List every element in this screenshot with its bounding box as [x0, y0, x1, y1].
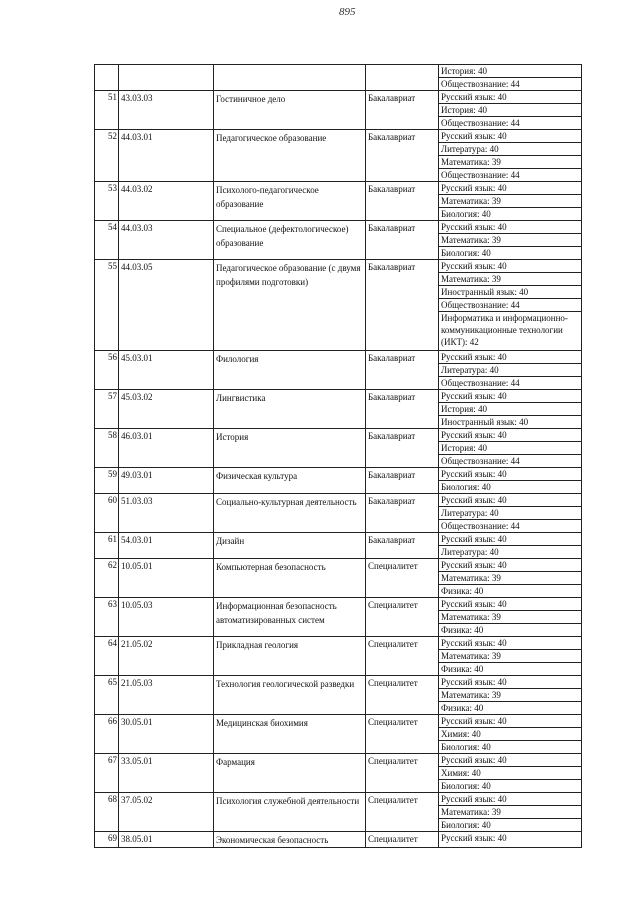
direction-code: 45.03.02	[119, 390, 214, 429]
row-number: 68	[95, 793, 119, 832]
education-level: Специалитет	[366, 559, 439, 598]
table-row	[95, 91, 582, 104]
table-row	[95, 65, 582, 78]
education-level: Бакалавриат	[366, 390, 439, 429]
direction-code: 37.05.02	[119, 793, 214, 832]
exam-subject: Обществознание: 44	[439, 520, 582, 533]
direction-name: Гостиничное дело	[214, 91, 366, 130]
row-number: 62	[95, 559, 119, 598]
education-level	[366, 65, 439, 91]
direction-code: 45.03.01	[119, 351, 214, 390]
education-level: Бакалавриат	[366, 221, 439, 260]
direction-code: 33.05.01	[119, 754, 214, 793]
exam-subject: Обществознание: 44	[439, 117, 582, 130]
direction-code: 51.03.03	[119, 494, 214, 533]
row-number: 57	[95, 390, 119, 429]
row-number: 66	[95, 715, 119, 754]
direction-code: 38.05.01	[119, 832, 214, 848]
row-number: 56	[95, 351, 119, 390]
exam-subject: Математика: 39	[439, 689, 582, 702]
exam-subject: Математика: 39	[439, 273, 582, 286]
table-row	[95, 260, 582, 273]
row-number: 58	[95, 429, 119, 468]
direction-name: Филология	[214, 351, 366, 390]
table-row	[95, 351, 582, 364]
exam-subject: Русский язык: 40	[439, 754, 582, 767]
exam-subject: Русский язык: 40	[439, 715, 582, 728]
direction-name: Специальное (дефектологическое) образование	[214, 221, 366, 260]
row-number: 60	[95, 494, 119, 533]
table-row	[95, 468, 582, 481]
table-row	[95, 793, 582, 806]
education-level: Специалитет	[366, 598, 439, 637]
direction-code: 46.03.01	[119, 429, 214, 468]
table-body	[95, 65, 582, 848]
table-row	[95, 598, 582, 611]
education-level: Бакалавриат	[366, 468, 439, 494]
direction-name: Педагогическое образование	[214, 130, 366, 182]
direction-name: Физическая культура	[214, 468, 366, 494]
exam-subject: Обществознание: 44	[439, 455, 582, 468]
education-level: Бакалавриат	[366, 429, 439, 468]
exam-subject: Обществознание: 44	[439, 377, 582, 390]
table-row	[95, 754, 582, 767]
exam-subject: История: 40	[439, 104, 582, 117]
direction-name: История	[214, 429, 366, 468]
exam-subject: Биология: 40	[439, 481, 582, 494]
exam-subject: Литература: 40	[439, 143, 582, 156]
exam-subject: Химия: 40	[439, 728, 582, 741]
exam-subject: Русский язык: 40	[439, 559, 582, 572]
direction-name: Социально-культурная деятельность	[214, 494, 366, 533]
direction-code: 30.05.01	[119, 715, 214, 754]
direction-code: 10.05.03	[119, 598, 214, 637]
exam-subject: Математика: 39	[439, 572, 582, 585]
exam-subject: Литература: 40	[439, 546, 582, 559]
exam-subject: Обществознание: 44	[439, 299, 582, 312]
exam-subject: Информатика и информационно-коммуникационные технологии (ИКТ): 42	[439, 312, 582, 351]
table-row	[95, 676, 582, 689]
admission-table	[94, 64, 582, 848]
table-row	[95, 637, 582, 650]
exam-subject: Биология: 40	[439, 819, 582, 832]
direction-code: 54.03.01	[119, 533, 214, 559]
direction-code: 21.05.02	[119, 637, 214, 676]
table-row	[95, 715, 582, 728]
direction-name: Психология служебной деятельности	[214, 793, 366, 832]
education-level: Бакалавриат	[366, 130, 439, 182]
exam-subject: Русский язык: 40	[439, 429, 582, 442]
exam-subject: Русский язык: 40	[439, 182, 582, 195]
direction-name: Компьютерная безопасность	[214, 559, 366, 598]
direction-name: Психолого-педагогическое образование	[214, 182, 366, 221]
direction-code: 44.03.03	[119, 221, 214, 260]
exam-subject: Математика: 39	[439, 806, 582, 819]
row-number	[95, 65, 119, 91]
table-row	[95, 429, 582, 442]
row-number: 53	[95, 182, 119, 221]
row-number: 59	[95, 468, 119, 494]
exam-subject: История: 40	[439, 442, 582, 455]
table-row	[95, 533, 582, 546]
row-number: 54	[95, 221, 119, 260]
row-number: 51	[95, 91, 119, 130]
direction-name: Технология геологической разведки	[214, 676, 366, 715]
direction-code: 44.03.02	[119, 182, 214, 221]
row-number: 67	[95, 754, 119, 793]
education-level: Специалитет	[366, 832, 439, 848]
table-row	[95, 494, 582, 507]
exam-subject: Физика: 40	[439, 663, 582, 676]
direction-name: Педагогическое образование (с двумя профилями подготовки)	[214, 260, 366, 351]
exam-subject: Русский язык: 40	[439, 793, 582, 806]
direction-code: 10.05.01	[119, 559, 214, 598]
exam-subject: Биология: 40	[439, 741, 582, 754]
row-number: 63	[95, 598, 119, 637]
direction-name: Фармация	[214, 754, 366, 793]
exam-subject: Математика: 39	[439, 234, 582, 247]
exam-subject: Математика: 39	[439, 650, 582, 663]
exam-subject: Биология: 40	[439, 208, 582, 221]
table-row	[95, 221, 582, 234]
education-level: Бакалавриат	[366, 351, 439, 390]
education-level: Бакалавриат	[366, 494, 439, 533]
direction-name: Лингвистика	[214, 390, 366, 429]
row-number: 69	[95, 832, 119, 848]
exam-subject: История: 40	[439, 403, 582, 416]
direction-name: Экономическая безопасность	[214, 832, 366, 848]
direction-code: 44.03.01	[119, 130, 214, 182]
education-level: Бакалавриат	[366, 91, 439, 130]
exam-subject: Литература: 40	[439, 364, 582, 377]
row-number: 55	[95, 260, 119, 351]
exam-subject: Русский язык: 40	[439, 91, 582, 104]
education-level: Специалитет	[366, 637, 439, 676]
table-row	[95, 182, 582, 195]
direction-code: 21.05.03	[119, 676, 214, 715]
exam-subject: Физика: 40	[439, 702, 582, 715]
row-number: 61	[95, 533, 119, 559]
table-row	[95, 559, 582, 572]
direction-code: 49.03.01	[119, 468, 214, 494]
exam-subject: Математика: 39	[439, 611, 582, 624]
exam-subject: Русский язык: 40	[439, 260, 582, 273]
direction-code: 44.03.05	[119, 260, 214, 351]
table-row	[95, 390, 582, 403]
table-row	[95, 130, 582, 143]
exam-subject: Физика: 40	[439, 585, 582, 598]
exam-subject: Иностранный язык: 40	[439, 416, 582, 429]
page-number: 895	[339, 6, 356, 18]
row-number: 64	[95, 637, 119, 676]
education-level: Бакалавриат	[366, 260, 439, 351]
direction-name: Информационная безопасность автоматизированных систем	[214, 598, 366, 637]
exam-subject: Русский язык: 40	[439, 598, 582, 611]
exam-subject: Обществознание: 44	[439, 78, 582, 91]
exam-subject: Математика: 39	[439, 195, 582, 208]
exam-subject: Русский язык: 40	[439, 533, 582, 546]
direction-name: Медицинская биохимия	[214, 715, 366, 754]
exam-subject: Русский язык: 40	[439, 832, 582, 848]
exam-subject: Литература: 40	[439, 507, 582, 520]
direction-name: Дизайн	[214, 533, 366, 559]
exam-subject: Химия: 40	[439, 767, 582, 780]
education-level: Специалитет	[366, 676, 439, 715]
exam-subject: Русский язык: 40	[439, 221, 582, 234]
exam-subject: Русский язык: 40	[439, 130, 582, 143]
education-level: Специалитет	[366, 793, 439, 832]
exam-subject: Иностранный язык: 40	[439, 286, 582, 299]
direction-name	[214, 65, 366, 91]
education-level: Специалитет	[366, 754, 439, 793]
education-level: Бакалавриат	[366, 182, 439, 221]
exam-subject: Русский язык: 40	[439, 390, 582, 403]
exam-subject: Русский язык: 40	[439, 351, 582, 364]
exam-subject: История: 40	[439, 65, 582, 78]
education-level: Бакалавриат	[366, 533, 439, 559]
exam-subject: Русский язык: 40	[439, 676, 582, 689]
direction-name: Прикладная геология	[214, 637, 366, 676]
row-number: 65	[95, 676, 119, 715]
direction-code	[119, 65, 214, 91]
exam-subject: Биология: 40	[439, 780, 582, 793]
exam-subject: Обществознание: 44	[439, 169, 582, 182]
exam-subject: Русский язык: 40	[439, 637, 582, 650]
exam-subject: Русский язык: 40	[439, 468, 582, 481]
exam-subject: Физика: 40	[439, 624, 582, 637]
row-number: 52	[95, 130, 119, 182]
direction-code: 43.03.03	[119, 91, 214, 130]
education-level: Специалитет	[366, 715, 439, 754]
table-row	[95, 832, 582, 848]
exam-subject: Русский язык: 40	[439, 494, 582, 507]
exam-subject: Биология: 40	[439, 247, 582, 260]
exam-subject: Математика: 39	[439, 156, 582, 169]
